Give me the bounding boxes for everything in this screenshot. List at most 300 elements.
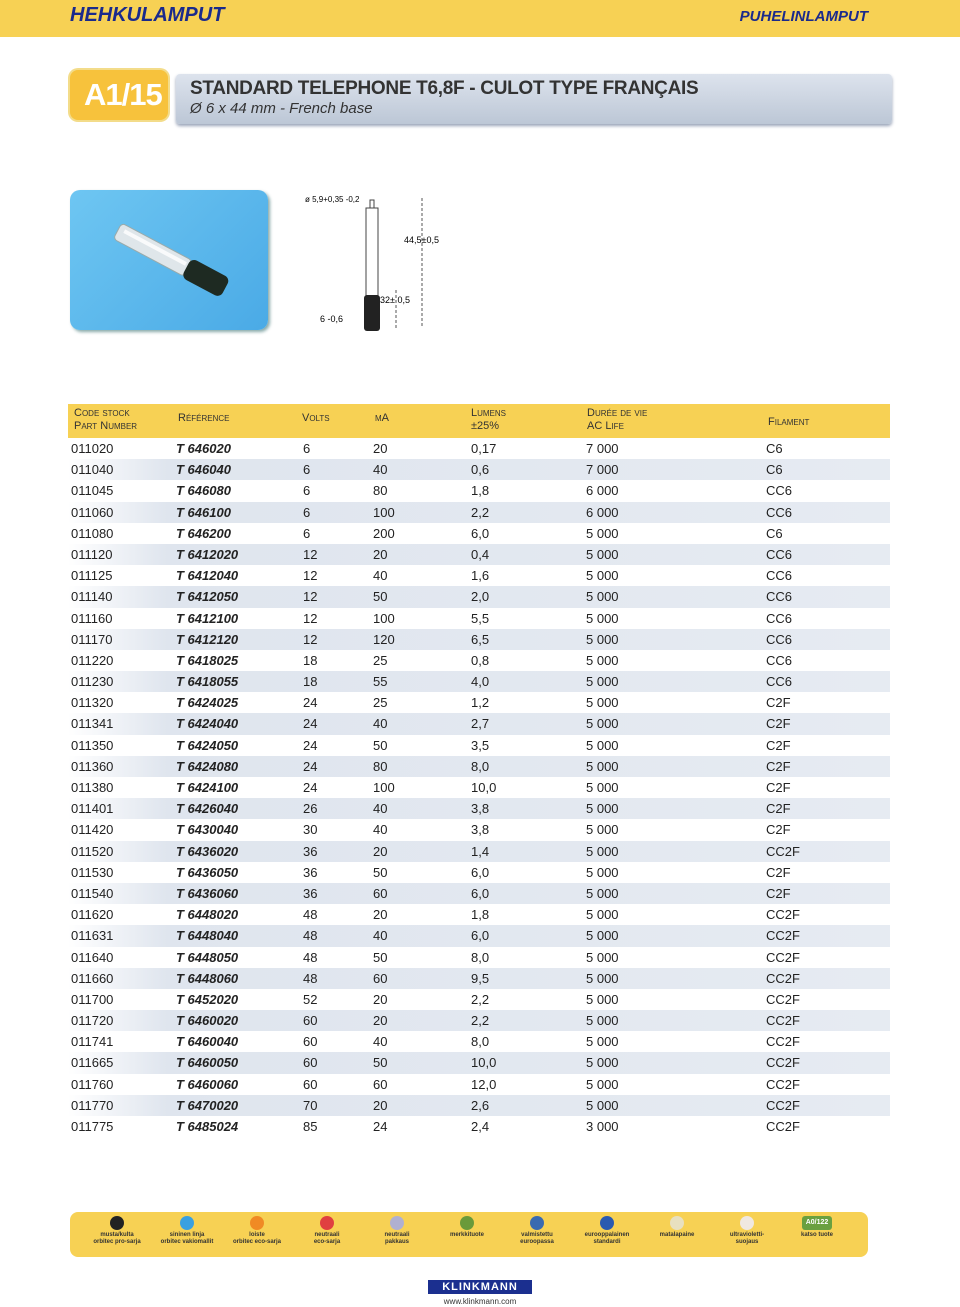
cell-lumens: 6,0 — [471, 525, 490, 541]
legend-sublabel: standardi — [593, 1239, 621, 1245]
blue-bulb-icon — [180, 1216, 194, 1230]
cell-volts: 36 — [303, 885, 318, 901]
cell-ref: T 646080 — [176, 483, 231, 499]
cell-filament: CC2F — [766, 1034, 800, 1050]
see-product-icon: A0/122 — [802, 1216, 832, 1230]
brand-icon — [460, 1216, 474, 1230]
cell-ref: T 6412050 — [176, 589, 239, 605]
cell-ref: T 6412100 — [176, 610, 239, 626]
cell-life: 5 000 — [586, 1013, 619, 1029]
cell-ma: 40 — [373, 801, 388, 817]
cell-code: 011120 — [71, 546, 113, 562]
cell-ma: 100 — [373, 504, 395, 520]
cell-filament: C2F — [766, 716, 791, 732]
cell-lumens: 2,2 — [471, 991, 490, 1007]
cell-life: 5 000 — [586, 801, 619, 817]
cell-ma: 20 — [373, 546, 388, 562]
cell-ref: T 6424040 — [176, 716, 239, 732]
cell-code: 011700 — [71, 991, 114, 1007]
cell-code: 011660 — [71, 970, 114, 986]
cell-volts: 48 — [303, 928, 318, 944]
cell-life: 5 000 — [586, 610, 619, 626]
legend-label: musta/kulta — [100, 1232, 134, 1238]
cell-life: 5 000 — [586, 1076, 619, 1092]
table-row — [68, 608, 890, 629]
header-ref: Référence — [178, 412, 230, 424]
header-code — [74, 407, 137, 433]
cell-code: 011080 — [71, 525, 114, 541]
cell-life: 5 000 — [586, 1055, 619, 1071]
cell-filament: C2F — [766, 737, 791, 753]
cell-volts: 60 — [303, 1076, 318, 1092]
legend-label: neutraali — [314, 1232, 340, 1238]
cell-volts: 85 — [303, 1119, 318, 1134]
cell-volts: 24 — [303, 695, 318, 711]
cell-ma: 200 — [373, 525, 395, 541]
legend-item — [572, 1216, 642, 1246]
cell-volts: 12 — [303, 589, 318, 605]
cell-ref: T 646200 — [176, 525, 231, 541]
legend-sublabel: suojaus — [735, 1239, 759, 1245]
table-row — [68, 841, 890, 862]
cell-life: 5 000 — [586, 568, 619, 584]
table-row — [68, 925, 890, 946]
cell-volts: 52 — [303, 991, 318, 1007]
dim-diameter: ø 5,9+0,35 -0,2 — [305, 195, 360, 204]
cell-life: 5 000 — [586, 631, 619, 647]
cell-life: 5 000 — [586, 949, 619, 965]
cell-volts: 12 — [303, 631, 318, 647]
cell-volts: 6 — [303, 462, 311, 478]
product-subtitle: Ø 6 x 44 mm - French base — [190, 100, 373, 117]
cell-ref: T 6436060 — [176, 885, 239, 901]
cell-lumens: 12,0 — [471, 1076, 497, 1092]
cell-ref: T 6424050 — [176, 737, 239, 753]
cell-volts: 24 — [303, 758, 318, 774]
cell-lumens: 6,5 — [471, 631, 490, 647]
top-banner — [0, 0, 960, 37]
cell-filament: CC6 — [766, 589, 793, 605]
cell-lumens: 2,2 — [471, 1013, 490, 1029]
cell-filament: C6 — [766, 525, 783, 541]
legend-label: matalapaine — [659, 1232, 695, 1238]
table-row — [68, 650, 890, 671]
product-title-box — [176, 74, 892, 124]
orange-bulb-icon — [250, 1216, 264, 1230]
cell-ref: T 6424025 — [176, 695, 239, 711]
legend-item — [782, 1216, 852, 1239]
cell-ref: T 6418025 — [176, 652, 239, 668]
legend-sublabel: euroopassa — [520, 1239, 554, 1245]
cell-ref: T 6412020 — [176, 546, 239, 562]
cell-code: 011220 — [71, 652, 114, 668]
table-row — [68, 1116, 890, 1137]
table-row — [68, 629, 890, 650]
cell-ref: T 6448020 — [176, 907, 239, 923]
legend-item — [292, 1216, 362, 1246]
cell-life: 5 000 — [586, 907, 619, 923]
cell-volts: 18 — [303, 652, 318, 668]
header-code-line2: Part Number — [74, 420, 138, 432]
legend-label: sininen linja — [169, 1232, 205, 1238]
cell-ref: T 6418055 — [176, 674, 239, 690]
table-row — [68, 904, 890, 925]
cell-filament: C6 — [766, 441, 783, 456]
cell-lumens: 1,6 — [471, 568, 490, 584]
cell-filament: CC2F — [766, 949, 800, 965]
header-lumens-line1: Lumens — [471, 407, 507, 419]
cell-ref: T 6430040 — [176, 822, 239, 838]
cell-code: 011020 — [71, 441, 114, 456]
cell-filament: CC2F — [766, 1119, 800, 1134]
cell-filament: CC6 — [766, 674, 793, 690]
legend-item — [712, 1216, 782, 1246]
header-life-line1: Durée de vie — [587, 407, 648, 419]
legend-label: loiste — [249, 1232, 265, 1238]
cell-life: 5 000 — [586, 991, 619, 1007]
legend-item — [362, 1216, 432, 1246]
cell-code: 011350 — [71, 737, 114, 753]
cell-lumens: 6,0 — [471, 864, 490, 880]
cell-ref: T 6460020 — [176, 1013, 239, 1029]
cell-ref: T 6460060 — [176, 1076, 239, 1092]
header-code-line1: Code stock — [74, 407, 130, 419]
cell-code: 011741 — [71, 1034, 114, 1050]
cell-filament: CC6 — [766, 568, 793, 584]
legend-sublabel: orbitec vakiomallit — [160, 1239, 214, 1245]
legend-item — [222, 1216, 292, 1246]
cell-life: 6 000 — [586, 504, 619, 520]
table-row — [68, 947, 890, 968]
cell-ma: 20 — [373, 991, 388, 1007]
cell-code: 011341 — [71, 716, 114, 732]
cell-ref: T 6485024 — [176, 1119, 239, 1134]
legend-sublabel: pakkaus — [384, 1239, 409, 1245]
klinkmann-logo: KLINKMANN — [428, 1280, 532, 1294]
cell-lumens: 3,8 — [471, 822, 490, 838]
cell-lumens: 4,0 — [471, 674, 490, 690]
cell-life: 3 000 — [586, 1119, 619, 1134]
cell-volts: 24 — [303, 780, 318, 795]
cell-lumens: 8,0 — [471, 758, 490, 774]
cell-ref: T 6470020 — [176, 1097, 239, 1113]
package-icon — [390, 1216, 404, 1230]
cell-lumens: 1,4 — [471, 843, 490, 859]
category-title: HEHKULAMPUT — [70, 4, 225, 26]
cell-ma: 120 — [373, 631, 395, 647]
dim-length: 44,5±0,5 — [404, 235, 439, 245]
dimension-drawing — [300, 190, 480, 340]
cell-life: 5 000 — [586, 737, 619, 753]
legend-label: katso tuote — [800, 1232, 833, 1238]
cell-filament: CC2F — [766, 907, 800, 923]
cell-ref: T 6448060 — [176, 970, 239, 986]
cell-filament: C6 — [766, 462, 783, 478]
cell-volts: 6 — [303, 483, 311, 499]
cell-filament: CC2F — [766, 1013, 800, 1029]
legend-bar — [70, 1212, 868, 1257]
cell-filament: CC2F — [766, 991, 800, 1007]
cell-code: 011360 — [71, 758, 114, 774]
cell-life: 5 000 — [586, 822, 619, 838]
subcategory-title: PUHELINLAMPUT — [739, 8, 868, 25]
cell-filament: C2F — [766, 780, 791, 795]
cell-ma: 80 — [373, 483, 388, 499]
cell-ma: 20 — [373, 843, 388, 859]
eco-icon — [320, 1216, 334, 1230]
cell-life: 5 000 — [586, 1097, 619, 1113]
cell-volts: 48 — [303, 949, 318, 965]
cell-ref: T 6412120 — [176, 631, 239, 647]
header-life — [587, 407, 647, 433]
cell-volts: 6 — [303, 441, 311, 456]
header-lumens — [471, 407, 506, 433]
cell-code: 011320 — [71, 695, 114, 711]
cell-ref: T 646040 — [176, 462, 231, 478]
cell-life: 5 000 — [586, 758, 619, 774]
table-row — [68, 1074, 890, 1095]
table-row — [68, 502, 890, 523]
legend-label: valmistettu — [521, 1232, 553, 1238]
table-row — [68, 989, 890, 1010]
cell-volts: 48 — [303, 907, 318, 923]
cell-ma: 40 — [373, 462, 388, 478]
cell-code: 011230 — [71, 674, 114, 690]
cell-lumens: 6,0 — [471, 885, 490, 901]
lamp-photo-icon — [70, 190, 268, 330]
cell-code: 011720 — [71, 1013, 114, 1029]
cell-code: 011631 — [71, 928, 114, 944]
cell-ma: 50 — [373, 864, 388, 880]
cell-lumens: 0,4 — [471, 546, 490, 562]
black-bulb-icon — [110, 1216, 124, 1230]
cell-filament: CC2F — [766, 970, 800, 986]
cell-ma: 80 — [373, 758, 388, 774]
table-row — [68, 480, 890, 501]
cell-volts: 6 — [303, 504, 311, 520]
table-row — [68, 1095, 890, 1116]
cell-code: 011520 — [71, 843, 114, 859]
cell-life: 5 000 — [586, 1034, 619, 1050]
cell-lumens: 0,6 — [471, 462, 490, 478]
cell-code: 011530 — [71, 864, 114, 880]
cell-ma: 25 — [373, 695, 388, 711]
cell-filament: CC6 — [766, 652, 793, 668]
cell-volts: 70 — [303, 1097, 318, 1113]
table-row — [68, 1010, 890, 1031]
cell-ma: 40 — [373, 716, 388, 732]
cell-ma: 50 — [373, 589, 388, 605]
cell-ma: 50 — [373, 949, 388, 965]
cell-filament: CC6 — [766, 546, 793, 562]
table-body — [68, 438, 890, 1137]
cell-filament: C2F — [766, 695, 791, 711]
cell-ref: T 6424080 — [176, 758, 239, 774]
cell-life: 7 000 — [586, 441, 619, 456]
cell-volts: 18 — [303, 674, 318, 690]
table-row — [68, 798, 890, 819]
cell-ma: 50 — [373, 737, 388, 753]
cell-code: 011775 — [71, 1119, 114, 1134]
legend-label: merkkituote — [449, 1232, 484, 1238]
cell-life: 5 000 — [586, 589, 619, 605]
table-row — [68, 1052, 890, 1073]
legend-label: eurooppalainen — [584, 1232, 630, 1238]
cell-life: 5 000 — [586, 885, 619, 901]
cell-ref: T 6436050 — [176, 864, 239, 880]
cell-volts: 24 — [303, 716, 318, 732]
cell-ref: T 6448040 — [176, 928, 239, 944]
eu-icon — [530, 1216, 544, 1230]
table-header — [68, 404, 890, 438]
cell-code: 011160 — [71, 610, 113, 626]
cell-filament: CC6 — [766, 631, 793, 647]
cell-lumens: 10,0 — [471, 1055, 497, 1071]
cell-life: 5 000 — [586, 716, 619, 732]
cell-volts: 60 — [303, 1013, 318, 1029]
cell-lumens: 2,6 — [471, 1097, 490, 1113]
table-row — [68, 586, 890, 607]
cell-lumens: 1,8 — [471, 907, 490, 923]
cell-lumens: 6,0 — [471, 928, 490, 944]
cell-ma: 20 — [373, 907, 388, 923]
legend-item — [82, 1216, 152, 1246]
header-volts: Volts — [302, 412, 330, 424]
header-ma: mA — [375, 412, 390, 424]
cell-lumens: 1,2 — [471, 695, 490, 711]
cell-ma: 100 — [373, 610, 395, 626]
cell-filament: CC6 — [766, 483, 793, 499]
cell-ma: 25 — [373, 652, 388, 668]
lamp-drawing-icon — [300, 190, 480, 340]
product-photo — [70, 190, 268, 330]
cell-ma: 40 — [373, 568, 388, 584]
table-row — [68, 671, 890, 692]
table-row — [68, 819, 890, 840]
table-row — [68, 735, 890, 756]
cell-ma: 50 — [373, 1055, 388, 1071]
legend-item — [152, 1216, 222, 1246]
legend-sublabel: eco-sarja — [313, 1239, 341, 1245]
cell-code: 011401 — [71, 801, 114, 817]
ce-icon — [600, 1216, 614, 1230]
cell-life: 6 000 — [586, 483, 619, 499]
cell-filament: CC2F — [766, 1097, 800, 1113]
table-row — [68, 713, 890, 734]
cell-life: 5 000 — [586, 970, 619, 986]
cell-lumens: 0,17 — [471, 441, 497, 456]
cell-code: 011760 — [71, 1076, 114, 1092]
cell-ma: 60 — [373, 970, 388, 986]
cell-lumens: 2,2 — [471, 504, 490, 520]
table-row — [68, 459, 890, 480]
cell-ma: 60 — [373, 1076, 388, 1092]
product-table — [68, 404, 890, 1137]
legend-label: ultravioletti- — [729, 1232, 765, 1238]
cell-ref: T 6436020 — [176, 843, 239, 859]
cell-life: 5 000 — [586, 525, 619, 541]
cell-code: 011380 — [71, 780, 114, 795]
cell-code: 011040 — [71, 462, 114, 478]
cell-ma: 100 — [373, 780, 395, 795]
legend-item — [502, 1216, 572, 1246]
cell-volts: 36 — [303, 843, 318, 859]
product-title: STANDARD TELEPHONE T6,8F - CULOT TYPE FRANÇAIS — [190, 78, 699, 99]
cell-filament: CC2F — [766, 1076, 800, 1092]
cell-life: 5 000 — [586, 695, 619, 711]
cell-ma: 40 — [373, 928, 388, 944]
table-row — [68, 692, 890, 713]
cell-ref: T 6452020 — [176, 991, 239, 1007]
cell-volts: 26 — [303, 801, 318, 817]
cell-ref: T 646100 — [176, 504, 231, 520]
cell-lumens: 2,7 — [471, 716, 490, 732]
legend-sublabel: orbitec eco-sarja — [232, 1239, 282, 1245]
cell-lumens: 9,5 — [471, 970, 490, 986]
header-life-line2: AC Life — [587, 420, 624, 432]
section-badge — [70, 70, 168, 120]
cell-volts: 48 — [303, 970, 318, 986]
cell-ref: T 6426040 — [176, 801, 239, 817]
cell-filament: C2F — [766, 758, 791, 774]
cell-lumens: 0,8 — [471, 652, 490, 668]
dim-base: 32± 0,5 — [380, 295, 410, 305]
cell-lumens: 3,5 — [471, 737, 490, 753]
cell-ref: T 6460050 — [176, 1055, 239, 1071]
footer-url[interactable]: www.klinkmann.com — [443, 1297, 517, 1306]
cell-code: 011620 — [71, 907, 114, 923]
cell-life: 5 000 — [586, 674, 619, 690]
cell-code: 011540 — [71, 885, 114, 901]
cell-volts: 12 — [303, 546, 318, 562]
cell-lumens: 5,5 — [471, 610, 490, 626]
cell-ma: 60 — [373, 885, 388, 901]
cell-code: 011770 — [71, 1097, 114, 1113]
table-row — [68, 862, 890, 883]
cell-lumens: 2,0 — [471, 589, 490, 605]
cell-volts: 12 — [303, 610, 318, 626]
cell-ref: T 6412040 — [176, 568, 239, 584]
cell-ma: 40 — [373, 1034, 388, 1050]
cell-code: 011140 — [71, 589, 113, 605]
cell-ma: 20 — [373, 1097, 388, 1113]
legend-item — [432, 1216, 502, 1239]
legend-label: neutraali — [384, 1232, 410, 1238]
cell-code: 011125 — [71, 568, 113, 584]
cell-volts: 30 — [303, 822, 318, 838]
legend-item — [642, 1216, 712, 1239]
cell-volts: 36 — [303, 864, 318, 880]
cell-filament: CC6 — [766, 610, 793, 626]
cell-ma: 20 — [373, 1013, 388, 1029]
cell-life: 5 000 — [586, 780, 619, 795]
cell-volts: 12 — [303, 568, 318, 584]
cell-filament: CC6 — [766, 504, 793, 520]
table-row — [68, 883, 890, 904]
cell-lumens: 8,0 — [471, 949, 490, 965]
cell-ref: T 6424100 — [176, 780, 239, 795]
table-row — [68, 544, 890, 565]
table-row — [68, 777, 890, 798]
cell-ma: 24 — [373, 1119, 388, 1134]
dim-bottom: 6 -0,6 — [320, 314, 344, 324]
table-row — [68, 438, 890, 459]
table-row — [68, 523, 890, 544]
cell-life: 5 000 — [586, 546, 619, 562]
cell-filament: CC2F — [766, 1055, 800, 1071]
cell-ma: 55 — [373, 674, 388, 690]
cell-volts: 6 — [303, 525, 311, 541]
